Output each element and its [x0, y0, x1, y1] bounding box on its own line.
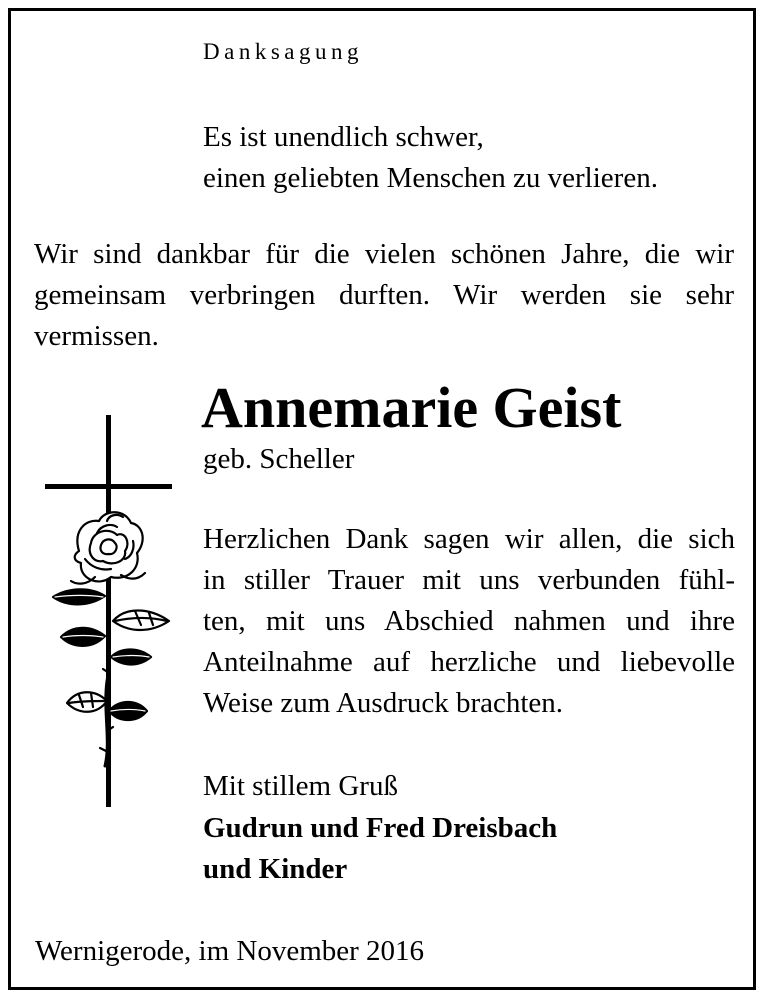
notice-heading: Danksagung	[203, 39, 363, 64]
maiden-name: geb. Scheller	[203, 443, 355, 475]
memorial-artwork	[39, 411, 179, 826]
thanks-line-3: ten, mit uns Abschied nahmen und ihre	[203, 605, 735, 637]
quote	[203, 117, 658, 199]
thanks-line-1: Herzlichen Dank sagen wir allen, die sich	[203, 523, 735, 555]
place-date: Wernigerode, im November 2016	[35, 935, 425, 967]
greeting: Mit stillem Gruß	[203, 770, 398, 802]
thanks-paragraph	[203, 519, 735, 724]
quote-line-1: Es ist unendlich schwer,	[203, 121, 484, 153]
quote-line-2: einen geliebten Menschen zu verlieren.	[203, 162, 658, 194]
deceased-name: Annemarie Geist	[201, 375, 622, 440]
signature-line-2: und Kinder	[203, 853, 348, 885]
intro-line-3: vermissen.	[34, 320, 159, 352]
signature-line-1: Gudrun und Fred Dreisbach	[203, 812, 558, 844]
intro-line-2: gemeinsam verbringen durften. Wir werden sie sehr	[34, 279, 734, 311]
intro-paragraph	[34, 234, 734, 357]
obituary-notice	[8, 8, 756, 990]
thanks-line-2: in stiller Trauer mit uns verbunden fühl-	[203, 564, 735, 596]
intro-line-1: Wir sind dankbar für die vielen schönen Jahre, die wir	[34, 238, 734, 270]
thanks-line-4: Anteilnahme auf herzliche und liebevolle	[203, 646, 735, 678]
thanks-line-5: Weise zum Ausdruck brachten.	[203, 687, 564, 719]
